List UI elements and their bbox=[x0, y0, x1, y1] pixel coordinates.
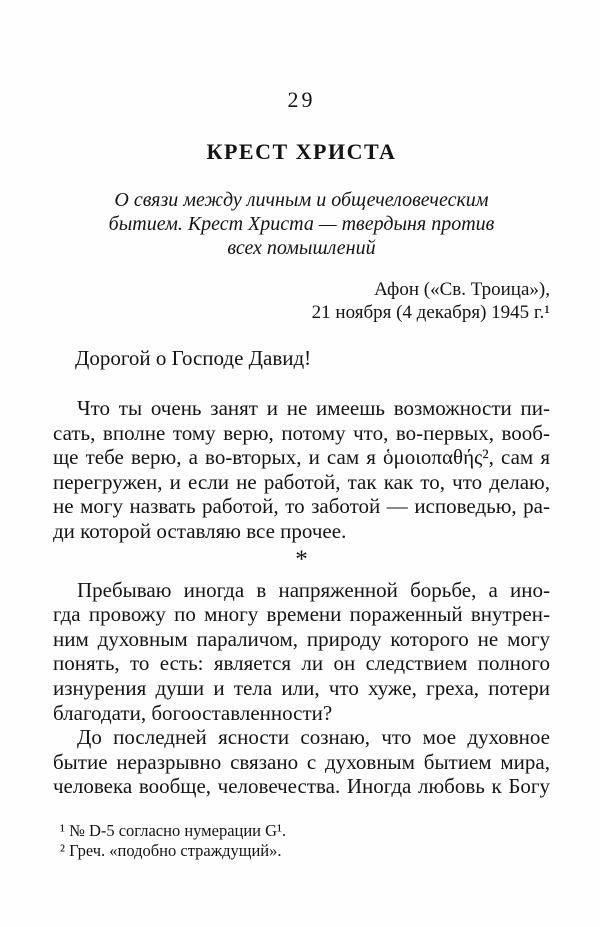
text-line: ди которой оставляю все прочее. bbox=[53, 518, 347, 543]
subtitle-line: всех помышлений bbox=[227, 237, 376, 259]
text-line: изнурения души и тела или, что хуже, греха, потери bbox=[53, 675, 550, 700]
text-line: ним духовным параличом, природу которого не могу bbox=[53, 626, 550, 651]
subtitle-line: бытием. Крест Христа — твердыня против bbox=[108, 213, 495, 235]
subtitle-line: О связи между личным и общечеловеческим bbox=[114, 189, 489, 211]
text-line: гда провожу по многу времени пораженный внутрен- bbox=[53, 602, 550, 627]
dateline bbox=[53, 278, 550, 324]
text-line: человека вообще, человечества. Иногда любовь к Богу bbox=[53, 774, 550, 799]
body-paragraph-1 bbox=[53, 396, 550, 544]
text-line: перегружен, и если не работой, так как то, что делаю, bbox=[53, 469, 550, 494]
text-line: Пребываю иногда в напряженной борьбе, а ино- bbox=[77, 577, 550, 602]
body-paragraph-2 bbox=[53, 578, 550, 726]
page-number: 29 bbox=[287, 87, 316, 112]
dateline-place: Афон («Св. Троица»), bbox=[374, 279, 550, 300]
text-line: сать, вполне тому верю, потому что, во-первых, вооб- bbox=[53, 420, 550, 445]
salutation: Дорогой о Господе Давид! bbox=[75, 346, 312, 370]
footnote: ¹ № D-5 согласно нумерации G¹. bbox=[60, 820, 287, 840]
text-line: ще тебе верю, а во-вторых, и сам я ὁμοιοπαθής², сам я bbox=[53, 445, 550, 470]
section-separator-asterisk: * bbox=[295, 545, 308, 573]
footnotes bbox=[53, 821, 550, 861]
body-paragraph-3 bbox=[53, 725, 550, 799]
chapter-subtitle bbox=[53, 188, 550, 260]
text-line: бытие неразрывно связано с духовным бытием мира, bbox=[53, 749, 550, 774]
text-line: не могу назвать работой, то заботой — исповедью, ра- bbox=[53, 494, 550, 519]
text-line: До последней ясности сознаю, что мое духовное bbox=[77, 725, 550, 750]
text-line: благодати, богооставленности? bbox=[53, 700, 333, 725]
text-line: понять, то есть: является ли он следствием полного bbox=[53, 651, 550, 676]
dateline-date: 21 ноября (4 декабря) 1945 г.¹ bbox=[311, 302, 550, 323]
text-line: Что ты очень занят и не имеешь возможности пи- bbox=[77, 396, 550, 420]
chapter-title: КРЕСТ ХРИСТА bbox=[206, 139, 397, 164]
footnote: ² Греч. «подобно страждущий». bbox=[60, 840, 282, 860]
